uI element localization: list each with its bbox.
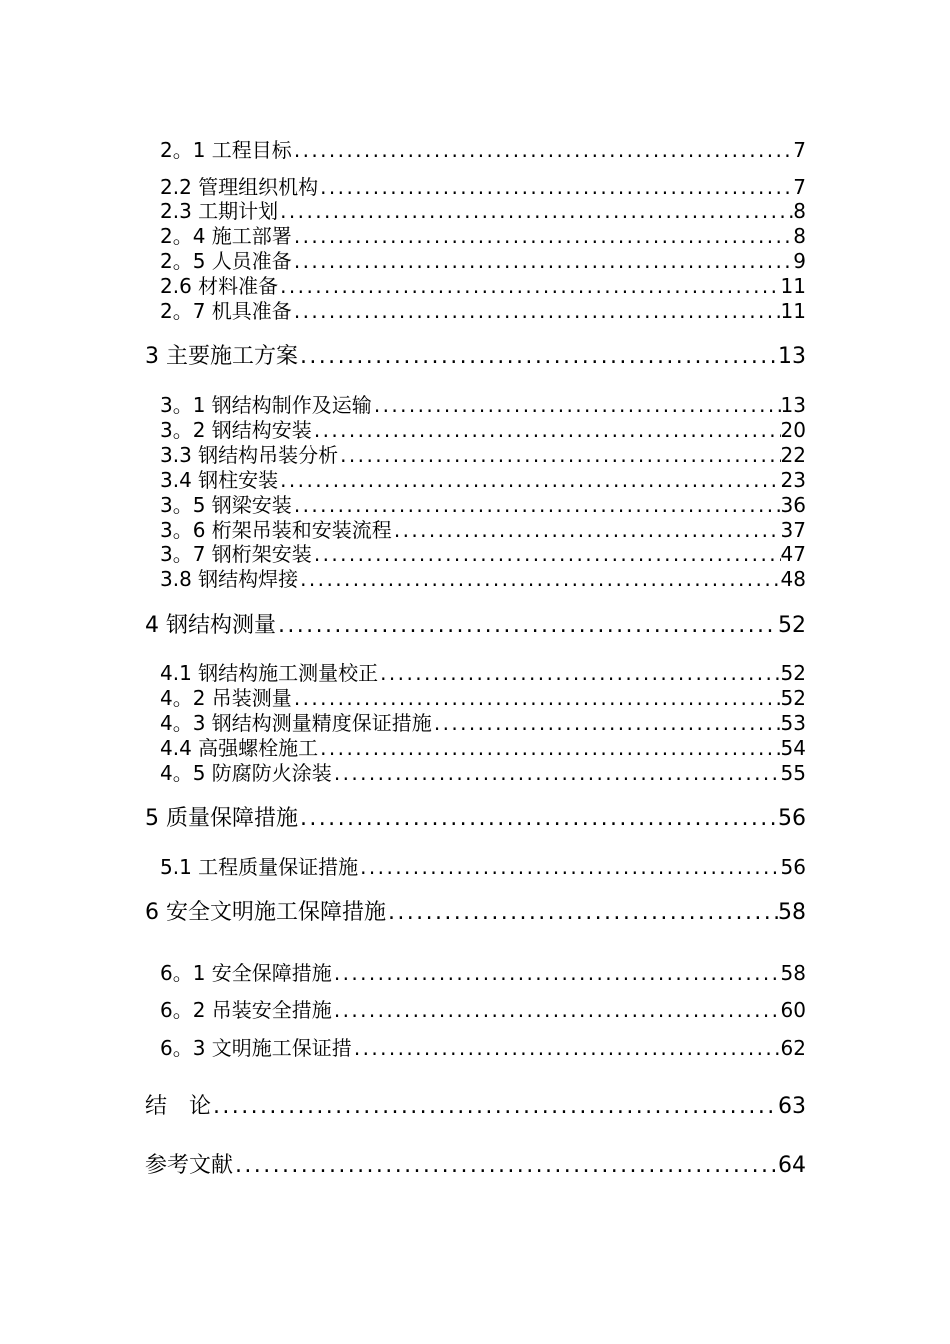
toc-entry-page: 22	[780, 443, 806, 467]
toc-entry-label: 3。1 钢结构制作及运输	[160, 393, 372, 417]
toc-leader-dots	[292, 224, 793, 248]
toc-entry[interactable]	[160, 418, 806, 442]
toc-chapter-entry[interactable]	[145, 806, 806, 832]
toc-leader-dots	[432, 711, 781, 735]
toc-entry-page: 11	[780, 299, 806, 323]
toc-chapter-entry[interactable]	[145, 1153, 806, 1179]
toc-entry-label: 3 主要施工方案	[145, 344, 298, 369]
toc-leader-dots	[298, 344, 778, 370]
toc-leader-dots	[378, 661, 780, 685]
toc-entry-label: 2。5 人员准备	[160, 249, 292, 273]
toc-entry-page: 8	[793, 199, 806, 223]
toc-entry-page: 52	[780, 661, 806, 685]
toc-leader-dots	[276, 613, 778, 639]
toc-entry[interactable]	[160, 1036, 806, 1060]
toc-entry-label: 5.1 工程质量保证措施	[160, 855, 359, 879]
toc-entry-page: 48	[780, 567, 806, 591]
toc-entry-page: 13	[780, 393, 806, 417]
toc-entry-page: 64	[778, 1153, 806, 1178]
toc-entry[interactable]	[160, 855, 806, 879]
toc-leader-dots	[292, 138, 793, 162]
toc-entry-page: 62	[780, 1036, 806, 1060]
toc-leader-dots	[292, 249, 793, 273]
toc-entry[interactable]	[160, 249, 806, 273]
toc-entry-label: 4.1 钢结构施工测量校正	[160, 661, 379, 685]
toc-entry[interactable]	[160, 468, 806, 492]
toc-leader-dots	[292, 686, 781, 710]
toc-entry[interactable]	[160, 761, 806, 785]
toc-entry[interactable]	[160, 567, 806, 591]
toc-entry-label: 6。2 吊装安全措施	[160, 998, 332, 1022]
toc-entry-page: 56	[778, 806, 806, 831]
toc-entry-label: 4 钢结构测量	[145, 613, 276, 638]
toc-entry-page: 8	[793, 224, 806, 248]
toc-entry-page: 47	[780, 542, 806, 566]
toc-entry-page: 7	[793, 138, 806, 162]
toc-leader-dots	[318, 175, 793, 199]
toc-entry[interactable]	[160, 518, 806, 542]
toc-leader-dots	[372, 393, 781, 417]
toc-leader-dots	[278, 199, 793, 223]
toc-entry[interactable]	[160, 661, 806, 685]
toc-entry-page: 37	[780, 518, 806, 542]
toc-entry-page: 60	[780, 998, 806, 1022]
toc-entry-label: 5 质量保障措施	[145, 806, 298, 831]
toc-entry-label: 3.8 钢结构焊接	[160, 567, 299, 591]
toc-entry-label: 3。2 钢结构安装	[160, 418, 312, 442]
toc-entry[interactable]	[160, 542, 806, 566]
toc-entry-page: 56	[780, 855, 806, 879]
toc-entry-label: 6。1 安全保障措施	[160, 961, 332, 985]
toc-entry-label: 6 安全文明施工保障措施	[145, 900, 386, 925]
toc-leader-dots	[233, 1153, 778, 1179]
toc-leader-dots	[358, 855, 780, 879]
toc-entry-page: 54	[780, 736, 806, 760]
toc-entry-label: 4。2 吊装测量	[160, 686, 292, 710]
toc-entry[interactable]	[160, 175, 806, 199]
toc-entry[interactable]	[160, 199, 806, 223]
toc-leader-dots	[292, 493, 781, 517]
toc-leader-dots	[312, 418, 781, 442]
toc-entry-page: 7	[793, 175, 806, 199]
toc-leader-dots	[332, 761, 781, 785]
toc-entry[interactable]	[160, 443, 806, 467]
toc-entry-label: 2.3 工期计划	[160, 199, 279, 223]
toc-entry-page: 9	[793, 249, 806, 273]
toc-entry[interactable]	[160, 998, 806, 1022]
toc-entry[interactable]	[160, 299, 806, 323]
toc-entry-page: 53	[780, 711, 806, 735]
toc-entry-page: 13	[778, 344, 806, 369]
toc-entry-label: 4.4 高强螺栓施工	[160, 736, 319, 760]
toc-leader-dots	[312, 542, 781, 566]
toc-entry[interactable]	[160, 711, 806, 735]
toc-entry-page: 52	[778, 613, 806, 638]
toc-leader-dots	[298, 806, 778, 832]
toc-entry-label: 3.3 钢结构吊装分析	[160, 443, 339, 467]
toc-entry-page: 11	[780, 274, 806, 298]
toc-entry-label: 3。6 桁架吊装和安装流程	[160, 518, 392, 542]
toc-leader-dots	[332, 961, 781, 985]
toc-entry-page: 55	[780, 761, 806, 785]
toc-entry[interactable]	[160, 274, 806, 298]
toc-chapter-entry[interactable]	[145, 344, 806, 370]
toc-chapter-entry[interactable]	[145, 613, 806, 639]
toc-entry-label: 2。1 工程目标	[160, 138, 292, 162]
toc-entry-page: 58	[780, 961, 806, 985]
toc-entry-label: 6。3 文明施工保证措	[160, 1036, 352, 1060]
toc-leader-dots	[318, 736, 780, 760]
toc-entry-label: 结 论	[145, 1094, 212, 1119]
toc-entry[interactable]	[160, 961, 806, 985]
toc-entry-page: 52	[780, 686, 806, 710]
toc-leader-dots	[332, 998, 781, 1022]
toc-entry-label: 4。3 钢结构测量精度保证措施	[160, 711, 432, 735]
toc-entry[interactable]	[160, 138, 806, 162]
toc-entry-label: 4。5 防腐防火涂装	[160, 761, 332, 785]
toc-entry-page: 23	[780, 468, 806, 492]
toc-entry-label: 3。7 钢桁架安装	[160, 542, 312, 566]
toc-leader-dots	[298, 567, 780, 591]
toc-entry-page: 20	[780, 418, 806, 442]
toc-leader-dots	[392, 518, 781, 542]
toc-leader-dots	[292, 299, 781, 323]
toc-entry-label: 参考文献	[145, 1153, 234, 1178]
toc-entry-page: 63	[778, 1094, 806, 1119]
toc-entry[interactable]	[160, 686, 806, 710]
toc-leader-dots	[211, 1094, 778, 1120]
toc-leader-dots	[352, 1036, 781, 1060]
toc-entry[interactable]	[160, 224, 806, 248]
toc-chapter-entry[interactable]	[145, 1094, 806, 1120]
toc-entry-label: 2。4 施工部署	[160, 224, 292, 248]
toc-chapter-entry[interactable]	[145, 900, 806, 926]
toc-entry-page: 36	[780, 493, 806, 517]
toc-leader-dots	[278, 468, 780, 492]
toc-entry-page: 58	[778, 900, 806, 925]
toc-entry-label: 2.6 材料准备	[160, 274, 279, 298]
toc-leader-dots	[338, 443, 780, 467]
toc-entry[interactable]	[160, 393, 806, 417]
toc-entry-label: 2。7 机具准备	[160, 299, 292, 323]
toc-entry-label: 3。5 钢梁安装	[160, 493, 292, 517]
toc-entry-label: 2.2 管理组织机构	[160, 175, 319, 199]
toc-entry-label: 3.4 钢柱安装	[160, 468, 279, 492]
toc-entry[interactable]	[160, 736, 806, 760]
toc-leader-dots	[278, 274, 780, 298]
toc-entry[interactable]	[160, 493, 806, 517]
toc-leader-dots	[386, 900, 778, 926]
